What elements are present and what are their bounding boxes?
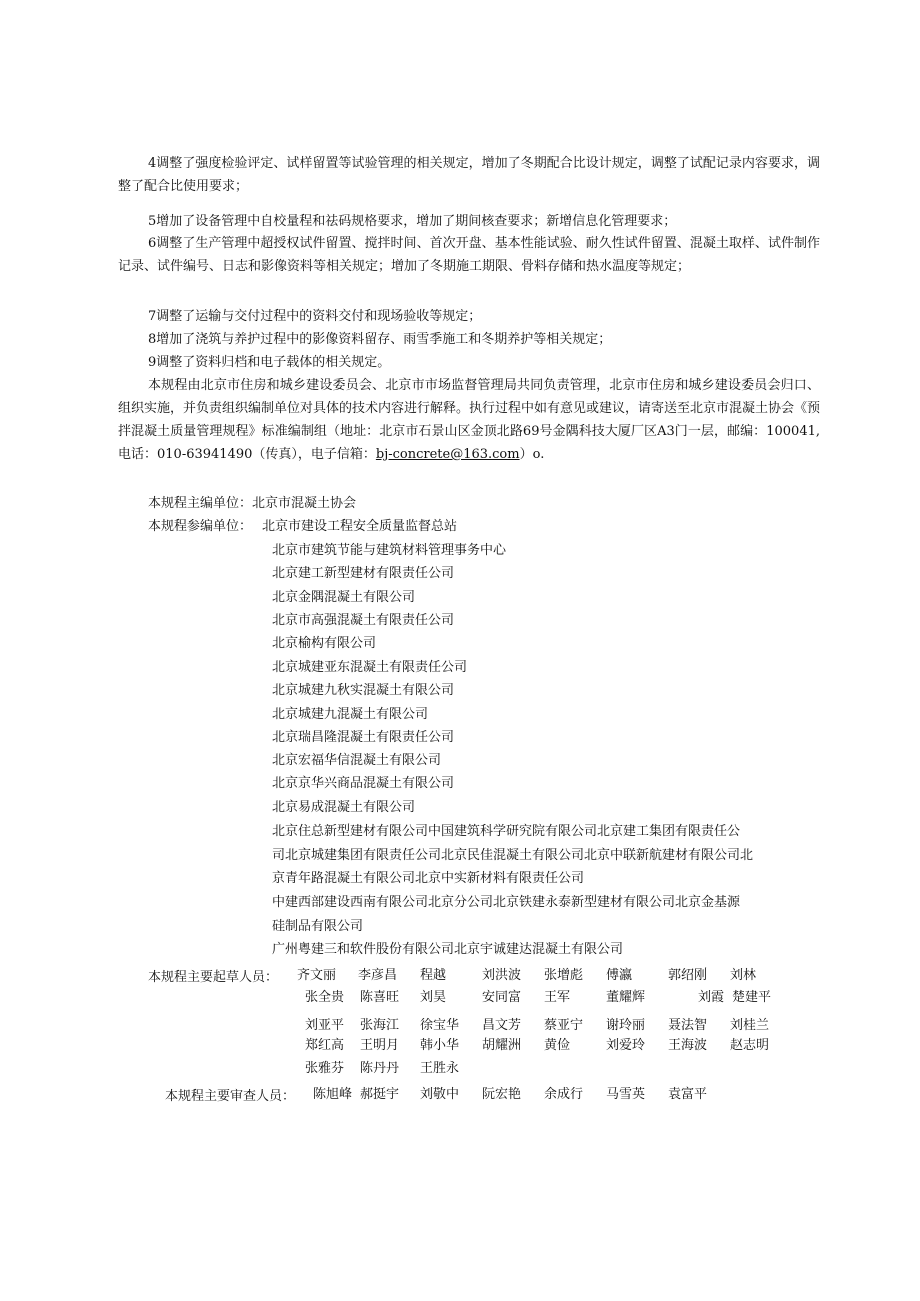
drafter-name: 谢玲丽	[606, 1018, 646, 1033]
drafter-name: 赵志明	[730, 1038, 770, 1053]
drafter-name: 张雅芬	[305, 1061, 345, 1076]
reviewers-label: 本规程主要审查人员：	[165, 1089, 296, 1104]
drafter-name: 张海江	[360, 1018, 400, 1033]
reviewer-name: 袁富平	[668, 1087, 708, 1102]
drafter-name: 刘昊	[420, 990, 447, 1005]
participating-unit: 北京市建设工程安全质量监督总站	[262, 519, 458, 534]
participating-unit: 北京瑞昌隆混凝土有限责任公司	[272, 730, 455, 745]
drafter-name: 张全贵	[305, 990, 345, 1005]
drafter-name: 蔡亚宁	[544, 1018, 584, 1033]
drafter-name: 王胜永	[420, 1061, 460, 1076]
drafter-name: 王明月	[360, 1038, 400, 1053]
drafter-name: 程越	[420, 968, 447, 983]
participating-unit: 北京宏福华信混凝土有限公司	[272, 753, 442, 768]
item-8: 8增加了浇筑与养护过程中的影像资料留存、雨雪季施工和冬期养护等相关规定；	[148, 332, 612, 347]
reviewer-name: 阮宏艳	[482, 1087, 522, 1102]
drafter-name: 齐文丽	[297, 968, 337, 983]
drafter-name: 聂法智	[668, 1018, 708, 1033]
participating-units-label: 本规程参编单位：	[148, 519, 253, 534]
drafter-name: 王军	[544, 990, 571, 1005]
participating-unit: 北京住总新型建材有限公司中国建筑科学研究院有限公司北京建工集团有限责任公	[272, 824, 741, 839]
participating-unit: 北京榆构有限公司	[272, 636, 377, 651]
drafter-name: 刘霞	[698, 990, 725, 1005]
drafter-name: 刘亚平	[305, 1018, 345, 1033]
participating-unit: 京青年路混凝土有限公司北京中实新材料有限责任公司	[272, 871, 585, 886]
reviewer-name: 刘敬中	[420, 1087, 460, 1102]
item-6: 6调整了生产管理中超授权试件留置、搅拌时间、首次开盘、基本性能试验、耐久性试件留置、混凝土取样、试件制作记录、试件编号、日志和影像资料等相关规定；增加了冬期施工期限、骨料存储和热水温度等规定；	[118, 236, 820, 274]
chief-editor-unit: 本规程主编单位：北京市混凝土协会	[148, 496, 357, 511]
participating-unit: 北京易成混凝土有限公司	[272, 800, 416, 815]
drafter-name: 张增彪	[544, 968, 584, 983]
drafters-label: 本规程主要起草人员：	[148, 970, 279, 985]
participating-unit: 司北京城建集团有限责任公司北京民佳混凝土有限公司北京中联新航建材有限公司北	[272, 848, 754, 863]
drafter-name: 刘洪波	[482, 968, 522, 983]
drafter-name: 傅瀛	[606, 968, 633, 983]
item-4: 4调整了强度检验评定、试样留置等试验管理的相关规定，增加了冬期配合比设计规定，调整了试配记录内容要求，调整了配合比使用要求；	[118, 156, 820, 194]
drafter-name: 李彦昌	[358, 968, 398, 983]
management-paragraph	[118, 374, 820, 466]
drafter-name: 陈喜旺	[360, 990, 400, 1005]
participating-unit: 北京京华兴商品混凝土有限公司	[272, 776, 455, 791]
participating-unit: 广州粤建三和软件股份有限公司北京宇诚建达混凝土有限公司	[272, 942, 624, 957]
drafter-name: 董耀辉	[606, 990, 646, 1005]
management-text-end: ）o.	[519, 447, 545, 462]
participating-unit: 中建西部建设西南有限公司北京分公司北京铁建永泰新型建材有限公司北京金基源	[272, 895, 741, 910]
drafter-name: 徐宝华	[420, 1018, 460, 1033]
participating-unit: 北京城建九秋实混凝土有限公司	[272, 683, 455, 698]
reviewer-name: 余成行	[544, 1087, 584, 1102]
management-text: 本规程由北京市住房和城乡建设委员会、北京市市场监督管理局共同负责管理，北京市住房和城乡建设委员会归口、组织实施，并负责组织编制单位对具体的技术内容进行解释。执行过程中如有意见或建议，请寄送至北京市混凝土协会《预拌混凝土质量管理规程》标准编制组（地址：北京市石景山区金顶北路69号金隅科技大厦厂区A3门一层，邮编：100041,电话：010-63941490（传真），电子信箱：	[118, 378, 821, 462]
drafter-name: 安同富	[482, 990, 522, 1005]
participating-unit: 北京建工新型建材有限责任公司	[272, 566, 455, 581]
reviewer-name: 马雪英	[606, 1087, 646, 1102]
drafter-name: 陈丹丹	[360, 1061, 400, 1076]
drafter-name: 昌文芳	[482, 1018, 522, 1033]
item-7: 7调整了运输与交付过程中的资料交付和现场验收等规定；	[148, 309, 482, 324]
drafter-name: 韩小华	[420, 1038, 460, 1053]
participating-unit: 北京城建亚东混凝土有限责任公司	[272, 660, 468, 675]
drafter-name: 郭绍刚	[668, 968, 708, 983]
participating-unit: 北京金隅混凝土有限公司	[272, 590, 416, 605]
drafter-name: 王海波	[668, 1038, 708, 1053]
reviewer-name: 陈旭峰	[313, 1087, 353, 1102]
participating-unit: 硅制品有限公司	[272, 919, 364, 934]
drafter-name: 刘爱玲	[606, 1038, 646, 1053]
contact-email[interactable]: bj-concrete@163.com	[375, 447, 520, 462]
drafter-name: 刘林	[730, 968, 757, 983]
item-5: 5增加了设备管理中自校量程和祛码规格要求，增加了期间核查要求；新增信息化管理要求；	[148, 214, 677, 229]
drafter-name: 刘桂兰	[730, 1018, 770, 1033]
item-9: 9调整了资料归档和电子载体的相关规定。	[148, 355, 391, 370]
drafter-name: 黄俭	[544, 1038, 571, 1053]
reviewer-name: 郝挺宇	[360, 1087, 400, 1102]
drafter-name: 楚建平	[732, 990, 772, 1005]
drafter-name: 郑红高	[305, 1038, 345, 1053]
participating-unit: 北京市建筑节能与建筑材料管理事务中心	[272, 543, 507, 558]
participating-unit: 北京市高强混凝土有限责任公司	[272, 613, 455, 628]
drafter-name: 胡耀洲	[482, 1038, 522, 1053]
participating-unit: 北京城建九混凝土有限公司	[272, 707, 429, 722]
